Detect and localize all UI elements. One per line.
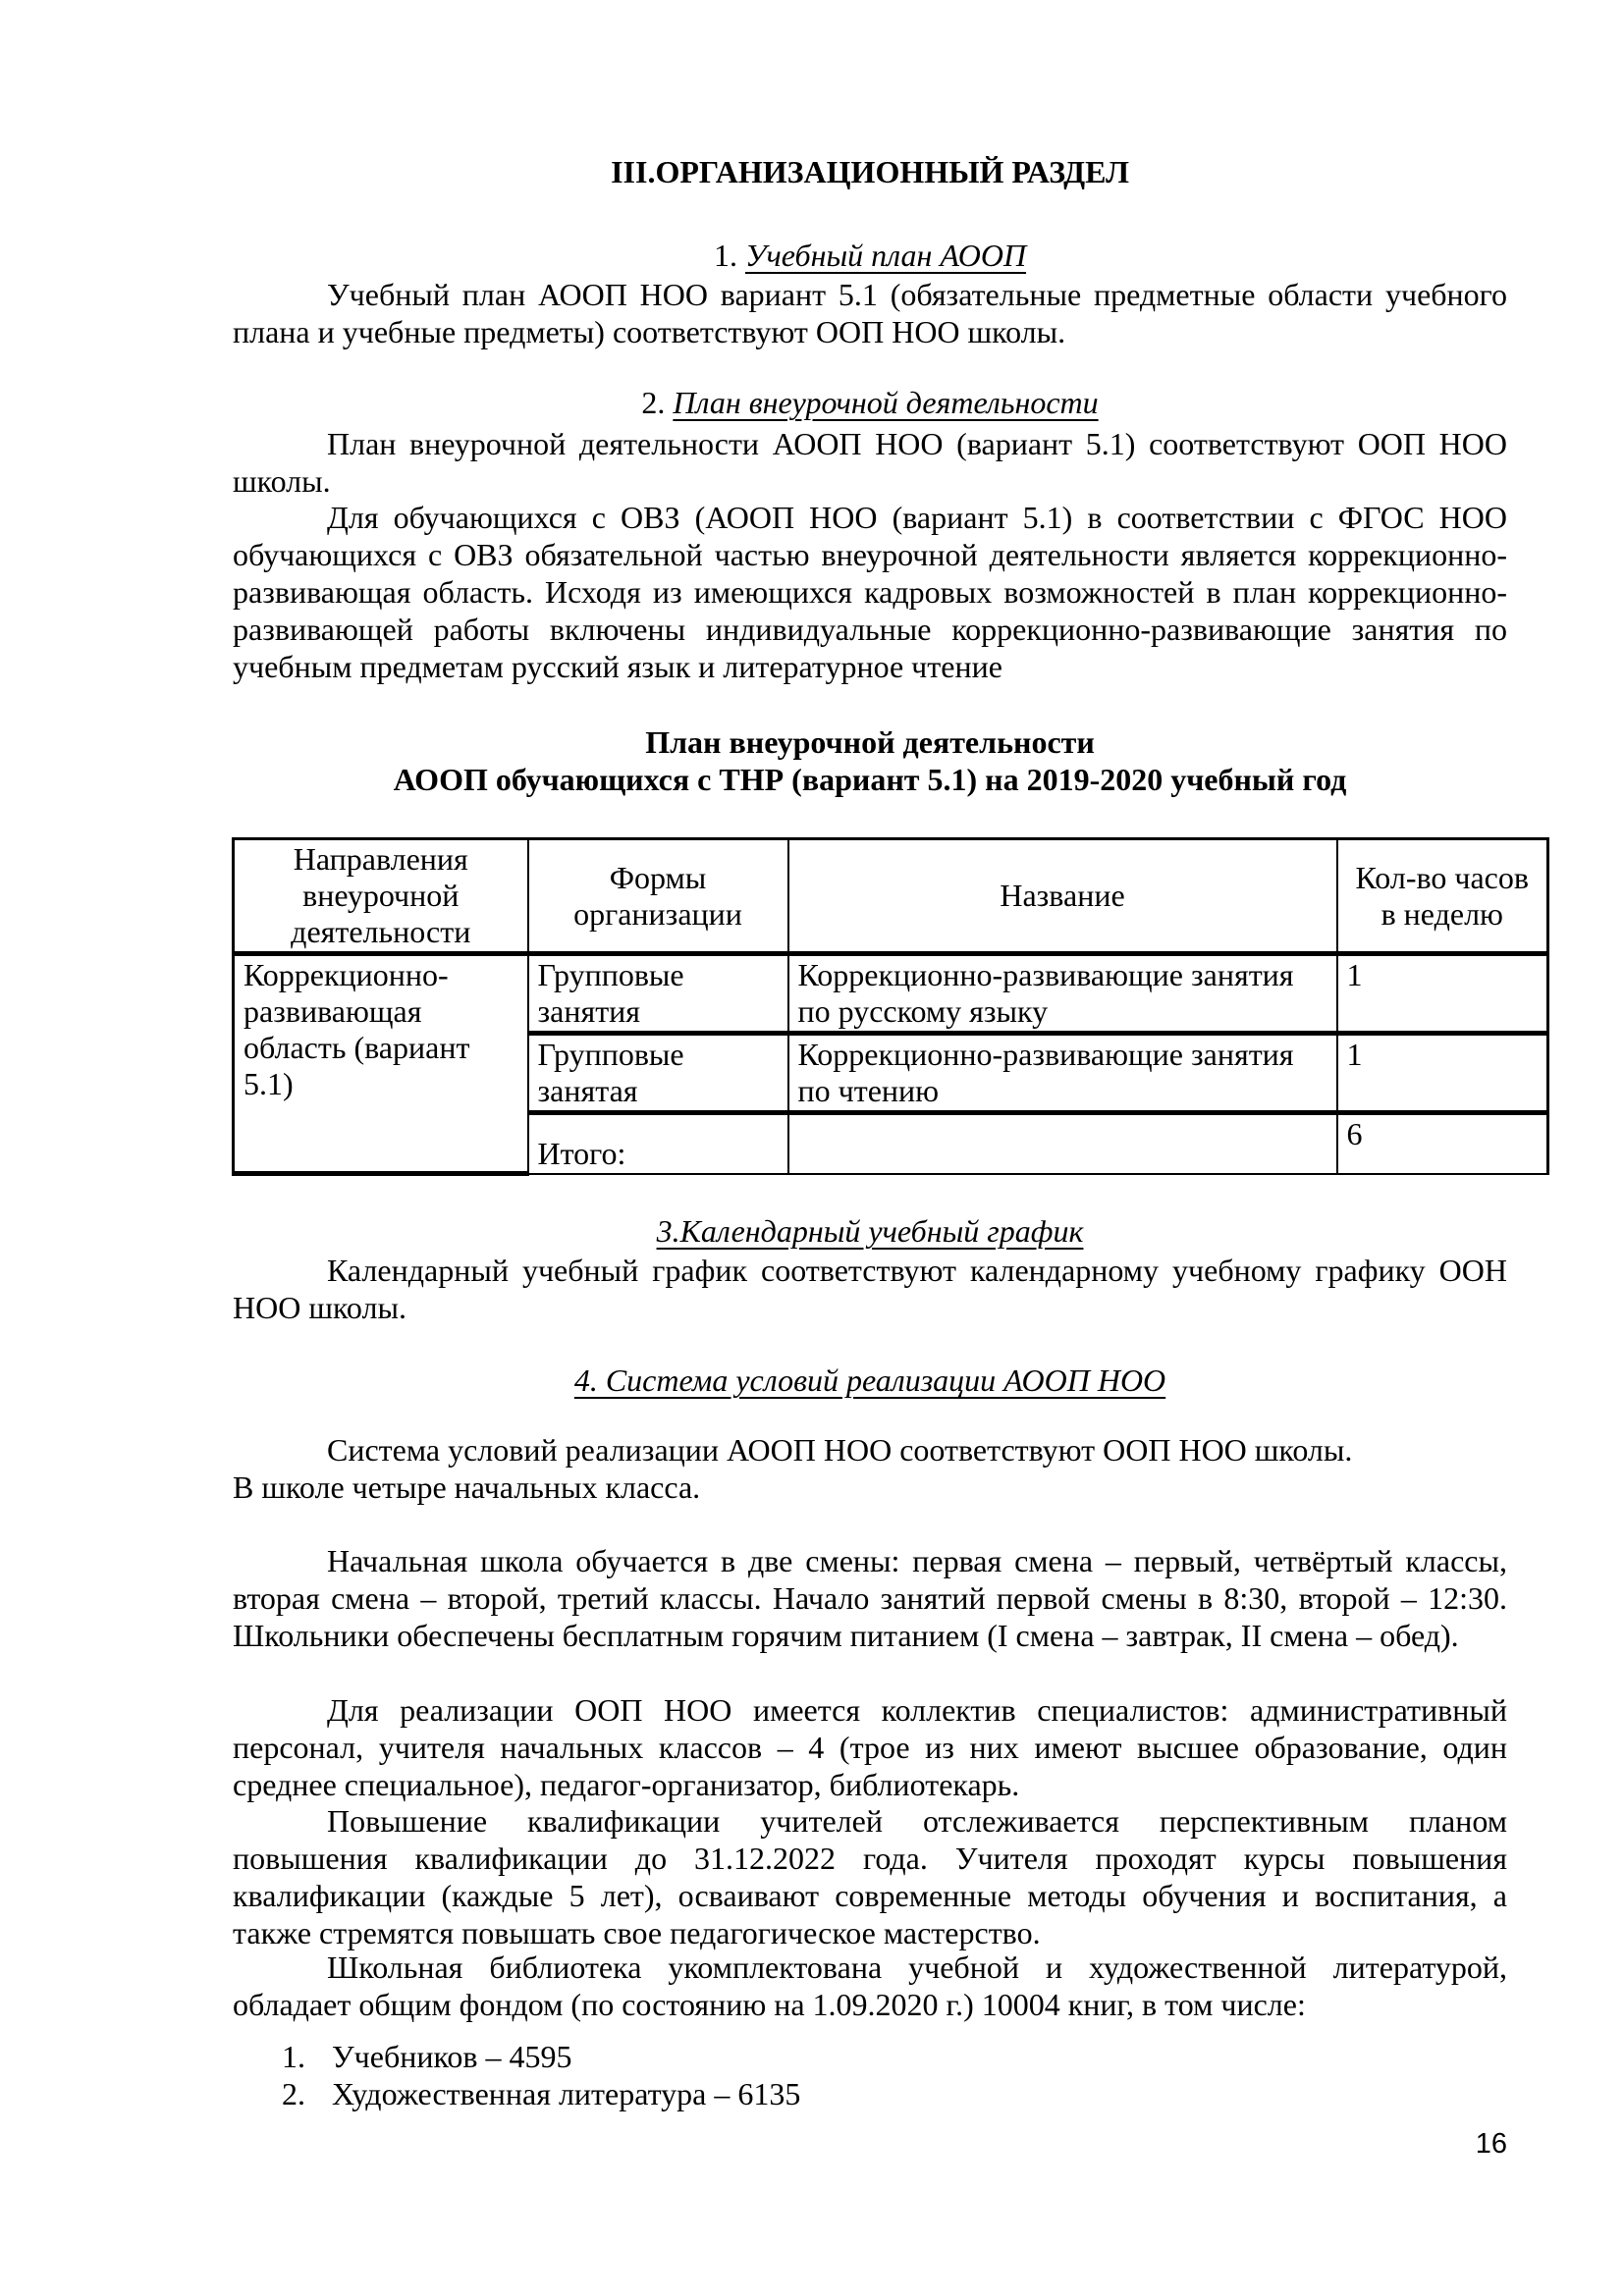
table-cell-hours: 1 bbox=[1337, 1034, 1548, 1113]
list-item bbox=[233, 2038, 1507, 2075]
section-1-paragraph: Учебный план АООП НОО вариант 5.1 (обязательные предметные области учебного плана и учебные предметы) соответствуют ООП НОО школы. bbox=[233, 277, 1507, 349]
section-4-title: 4. Система условий реализации АООП НОО bbox=[573, 1362, 1166, 1398]
table-header-row bbox=[234, 839, 1548, 954]
table-header-name: Название bbox=[788, 839, 1337, 954]
table-cell-name: Коррекционно-развивающие занятия по русскому языку bbox=[788, 954, 1337, 1034]
table-header-directions: Направления внеурочной деятельности bbox=[234, 839, 528, 954]
list-item-text: Учебников – 4595 bbox=[332, 2039, 572, 2074]
section-4-paragraph-3: Начальная школа обучается в две смены: первая смена – первый, четвёртый классы, вторая смена – второй, третий классы. Начало занятий первой смены в 8:30, второй – 12:30. Школьники обеспечены бесплатным горячим питанием (I смена – завтрак, II смена – обед). bbox=[233, 1543, 1507, 1653]
section-2-title: План внеурочной деятельности bbox=[673, 385, 1099, 420]
extracurricular-plan-table bbox=[232, 837, 1549, 1176]
section-4-heading bbox=[233, 1362, 1507, 1399]
section-3-heading bbox=[233, 1212, 1507, 1250]
list-item-number: 2. bbox=[282, 2076, 305, 2111]
section-1-number: 1. bbox=[713, 238, 745, 273]
section-1-heading bbox=[233, 237, 1507, 274]
section-4-paragraph-4: Для реализации ООП НОО имеется коллектив специалистов: административный персонал, учителя начальных классов – 4 (трое из них имеют высшее образование, один среднее специальное), педагог-организатор, библиотекарь. bbox=[233, 1692, 1507, 1802]
table-cell-total-hours: 6 bbox=[1337, 1113, 1548, 1174]
page-number: 16 bbox=[1475, 2128, 1507, 2160]
list-item bbox=[233, 2075, 1507, 2112]
section-2-paragraph-2: Для обучающихся с ОВЗ (АООП НОО (вариант 5.1) в соответствии с ФГОС НОО обучающихся с ОВЗ обязательной частью внеурочной деятельности является коррекционно-развивающая область. Исходя из имеющихся кадровых возможностей в план коррекционно-развивающей работы включены индивидуальные коррекционно-развивающие занятия по учебным предметам русский язык и литературное чтение bbox=[233, 500, 1507, 684]
section-4-paragraph-2: В школе четыре начальных класса. bbox=[233, 1469, 701, 1505]
book-list bbox=[233, 2038, 1507, 2112]
section-3-paragraph: Календарный учебный график соответствуют календарному учебному графику ООН НОО школы. bbox=[233, 1253, 1507, 1325]
table-cell-form: Групповые занятия bbox=[528, 954, 788, 1034]
table-header-hours: Кол-во часов в неделю bbox=[1337, 839, 1548, 954]
section-2-paragraph-1: План внеурочной деятельности АООП НОО (вариант 5.1) соответствуют ООП НОО школы. bbox=[233, 426, 1507, 499]
table-heading-line-1: План внеурочной деятельности bbox=[645, 724, 1095, 760]
table-cell-direction: Коррекционно-развивающая область (вариант 5.1) bbox=[234, 954, 528, 1174]
table-header-forms: Формы организации bbox=[528, 839, 788, 954]
table-heading-line-2: АООП обучающихся с ТНР (вариант 5.1) на 2019-2020 учебный год bbox=[393, 762, 1347, 797]
table-cell-empty bbox=[788, 1113, 1337, 1174]
table-cell-name: Коррекционно-развивающие занятия по чтению bbox=[788, 1034, 1337, 1113]
table-cell-hours: 1 bbox=[1337, 954, 1548, 1034]
section-2-number: 2. bbox=[641, 385, 674, 420]
table-cell-form: Групповые занятая bbox=[528, 1034, 788, 1113]
table-row bbox=[234, 954, 1548, 1034]
section-2-heading bbox=[233, 384, 1507, 421]
table-heading bbox=[233, 723, 1507, 798]
section-4-paragraph-6: Школьная библиотека укомплектована учебной и художественной литературой, обладает общим фондом (по состоянию на 1.09.2020 г.) 10004 книг, в том числе: bbox=[233, 1949, 1507, 2022]
list-item-text: Художественная литература – 6135 bbox=[332, 2076, 801, 2111]
list-item-number: 1. bbox=[282, 2039, 305, 2074]
section-4-paragraph-1: Система условий реализации АООП НОО соответствуют ООП НОО школы. bbox=[327, 1432, 1353, 1468]
page-title: III.ОРГАНИЗАЦИОННЫЙ РАЗДЕЛ bbox=[611, 154, 1129, 189]
table-cell-total-label: Итого: bbox=[528, 1113, 788, 1174]
section-1-title: Учебный план АООП bbox=[744, 238, 1027, 273]
section-3-title: 3.Календарный учебный график bbox=[656, 1213, 1084, 1249]
section-4-paragraph-5: Повышение квалификации учителей отслеживается перспективным планом повышения квалификации до 31.12.2022 года. Учителя проходят курсы повышения квалификации (каждые 5 лет), осваивают современные методы обучения и воспитания, а также стремятся повышать свое педагогическое мастерство. bbox=[233, 1803, 1507, 1950]
